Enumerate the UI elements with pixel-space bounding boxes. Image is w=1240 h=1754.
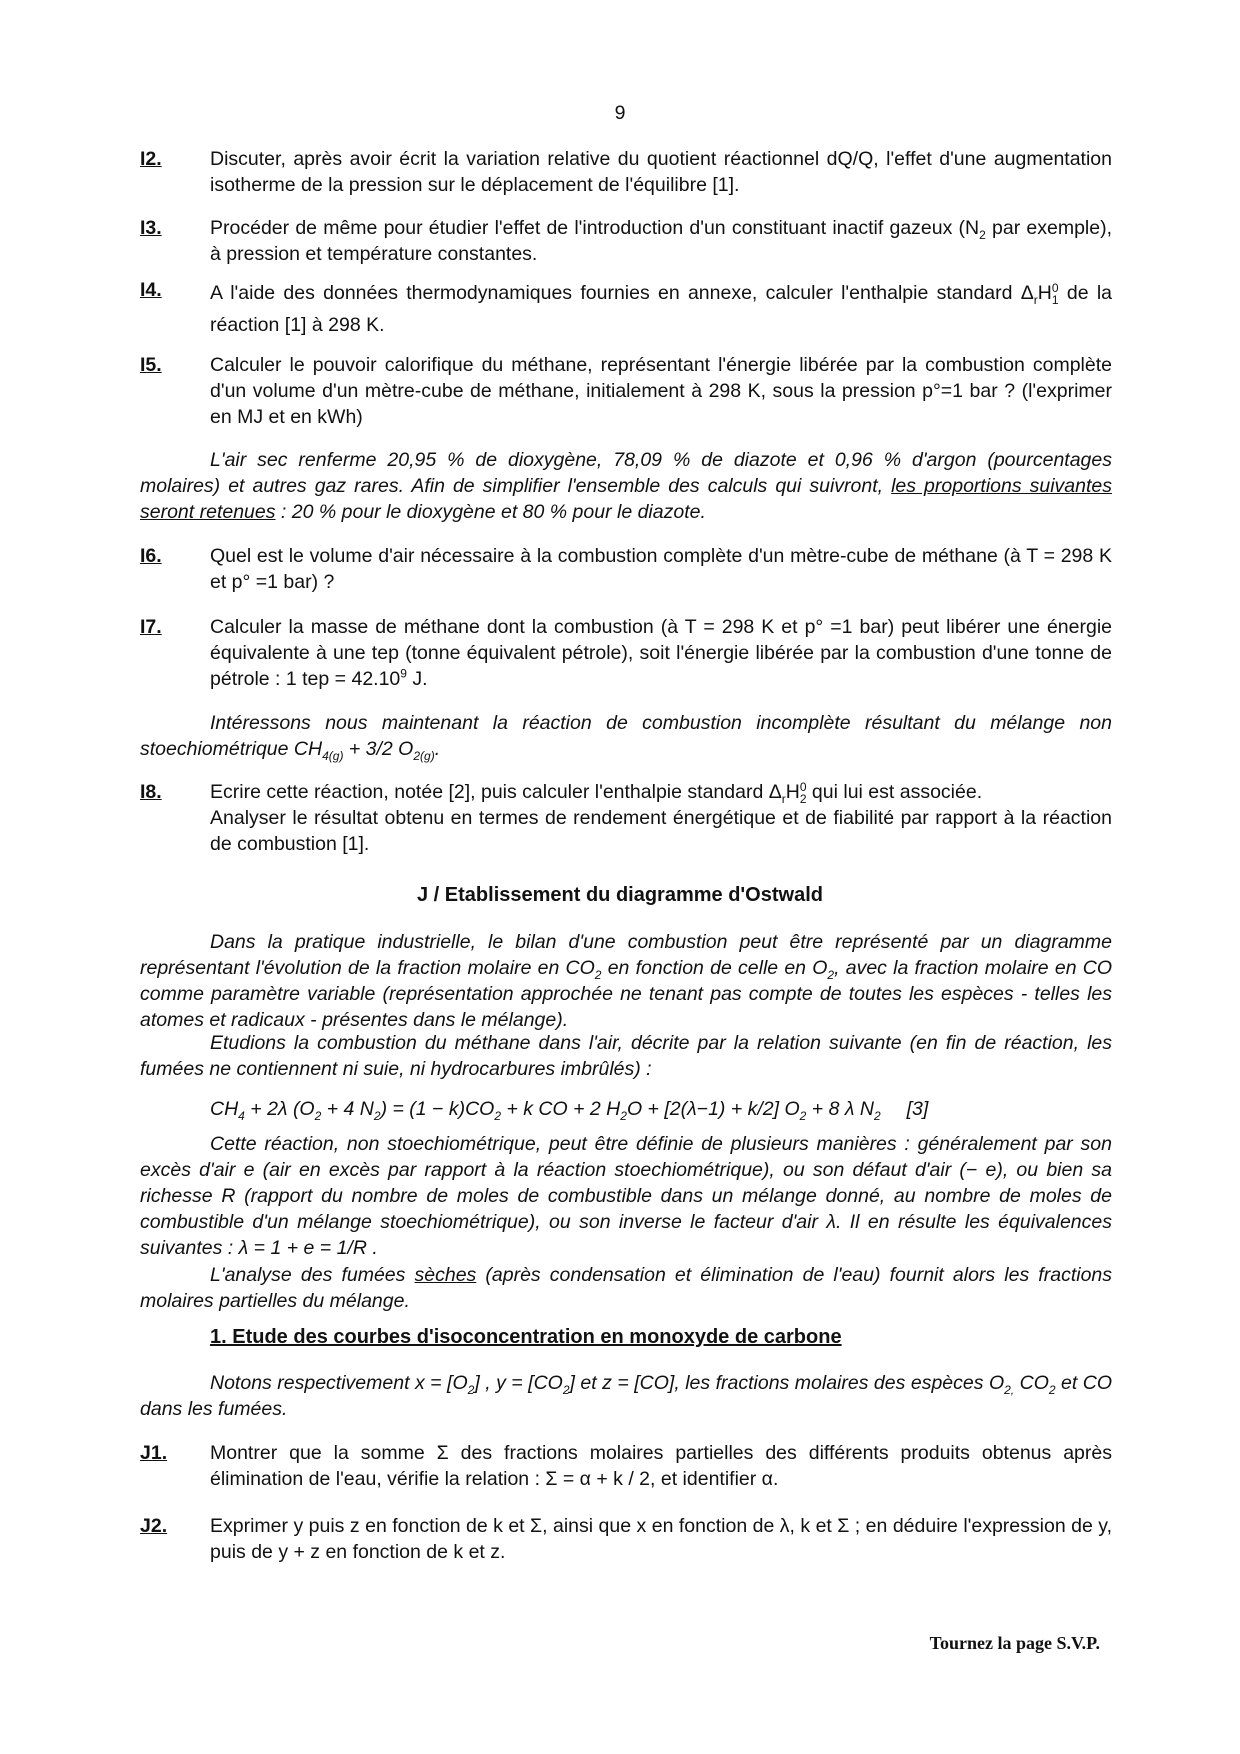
question-text-2: Analyser le résultat obtenu en termes de rendement énergétique et de fiabilité par rapport à la réaction de combustion [1]. [210,807,1112,855]
enthalpy-symbol: $\Delta_rH$ 0 1 [1020,280,1059,307]
question-label: I7. [140,616,162,638]
question-i7 [140,614,1112,692]
question-i6 [140,543,1112,595]
etudions-paragraph: Etudions la combustion du méthane dans l'air, décrite par la relation suivante (en fin de réaction, les fumées ne contiennent ni suie, ni hydrocarbures imbrûlés) : [140,1032,1112,1080]
question-text: A l'aide des données thermodynamiques fournies en annexe, calculer l'enthalpie standard $\Delta_rH$ 0 1 de la réaction [1] à 298 K. [210,280,1113,336]
question-i3 [140,215,1112,267]
question-label: I4. [140,279,162,301]
question-i8 [140,779,1112,857]
question-i5 [140,352,1112,430]
question-text: Procéder de même pour étudier l'effet de l'introduction d'un constituant inactif gazeux ($N_2$ par exemple), à pression et température constantes. [210,217,1112,265]
analyse-paragraph: L'analyse des fumées sèches (après condensation et élimination de l'eau) fournit alors les fractions molaires partielles du mélange. [140,1264,1113,1312]
footer-turn-page: Tournez la page S.V.P. [929,1633,1100,1653]
question-text: Ecrire cette réaction, notée [2], puis calculer l'enthalpie standard $\Delta_rH$ 0 2 qui lui est associée. [210,779,983,806]
question-i4 [140,277,1112,341]
question-text: Discuter, après avoir écrit la variation relative du quotient réactionnel dQ/Q, l'effet d'une augmentation isotherme de la pression sur le déplacement de l'équilibre [1]. [210,148,1112,196]
reaction-equation: $CH_4 + 2\lambda$ ($O_2 + 4$ $N_2) = (1 - k)CO_2 + k$ CO + 2 $H_2O + [2(\lambda-1) + k/2] O_2 + 8$ λ $N_2$ [3] [210,1098,929,1123]
page-number: 9 [614,102,626,124]
incomplete-paragraph: Intéressons nous maintenant la réaction de combustion incomplète résultant du mélange non stoechiométrique $CH_{4(g)} + 3/2$ $O_{2(g)}$. [140,712,1112,763]
section-heading: J / Etablissement du diagramme d'Ostwald [417,884,823,906]
question-text: Exprimer y puis z en fonction de k et Σ, ainsi que x en fonction de λ, k et Σ ; en déduire l'expression de y, puis de y + z en fonction de k et z. [210,1515,1112,1563]
question-text: Calculer la masse de méthane dont la combustion (à T = 298 K et p° =1 bar) peut libérer une énergie équivalente à une tep (tonne équivalent pétrole), soit l'énergie libérée par la combustion d'une tonne de pétrole : 1 tep = $42.10^9$ J. [210,616,1112,690]
question-label: I3. [140,217,162,239]
question-label: I6. [140,545,162,567]
question-label: I5. [140,354,162,376]
question-j1 [140,1440,1112,1492]
question-text: Quel est le volume d'air nécessaire à la combustion complète d'un mètre-cube de méthane (à T = 298 K et p° =1 bar) ? [210,545,1112,593]
subsection-heading: 1. Etude des courbes d'isoconcentration en monoxyde de carbone [210,1326,842,1348]
question-label: I2. [140,148,162,170]
question-label: I8. [140,781,162,803]
dans-paragraph: Dans la pratique industrielle, le bilan d'une combustion peut être représenté par un diagramme représentant l'évolution de la fraction molaire en $CO_2$ en fonction de celle en $O_2$, avec la fraction molaire en CO comme paramètre variable (représentation approchée ne tenant pas compte de toutes les espèces - telles les atomes et radicaux - présentes dans le mélange). [140,931,1112,1031]
air-paragraph: L'air sec renferme 20,95 % de dioxygène, 78,09 % de diazote et 0,96 % d'argon (pourcentages molaires) et autres gaz rares. Afin de simplifier l'ensemble des calculs qui suivront, les proportions suivantes seront retenues : 20 % pour le dioxygène et 80 % pour le diazote. [140,449,1113,523]
question-label: J2. [140,1515,168,1537]
question-i2 [140,146,1112,198]
question-text: Montrer que la somme Σ des fractions molaires partielles des différents produits obtenus après élimination de l'eau, vérifie la relation : Σ = α + k / 2, et identifier α. [210,1442,1112,1490]
question-label: J1. [140,1442,168,1464]
notons-paragraph: Notons respectivement $x = [O_2]$ , $y = [CO_2]$ et z = [CO], les fractions molaires des espèces $O_{2,}$ $CO_2$ et CO dans les fumées. [140,1372,1113,1420]
question-j2 [140,1513,1112,1565]
cette-paragraph: Cette réaction, non stoechiométrique, peut être définie de plusieurs manières : généralement par son excès d'air e (air en excès par rapport à la réaction stoechiométrique), ou son défaut d'air (− e), ou bien sa richesse R (rapport du nombre de moles de combustible dans un mélange donné, au nombre de moles de combustible d'un mélange stoechiométrique), ou son inverse le facteur d'air λ. Il en résulte les équivalences suivantes : λ = 1 + e = 1/R . [140,1133,1112,1259]
question-text: Calculer le pouvoir calorifique du méthane, représentant l'énergie libérée par la combustion complète d'un volume d'un mètre-cube de méthane, initialement à 298 K, sous la pression p°=1 bar ? (l'exprimer en MJ et en kWh) [210,354,1112,428]
enthalpy-symbol: $\Delta_rH$ 0 2 [768,779,807,806]
